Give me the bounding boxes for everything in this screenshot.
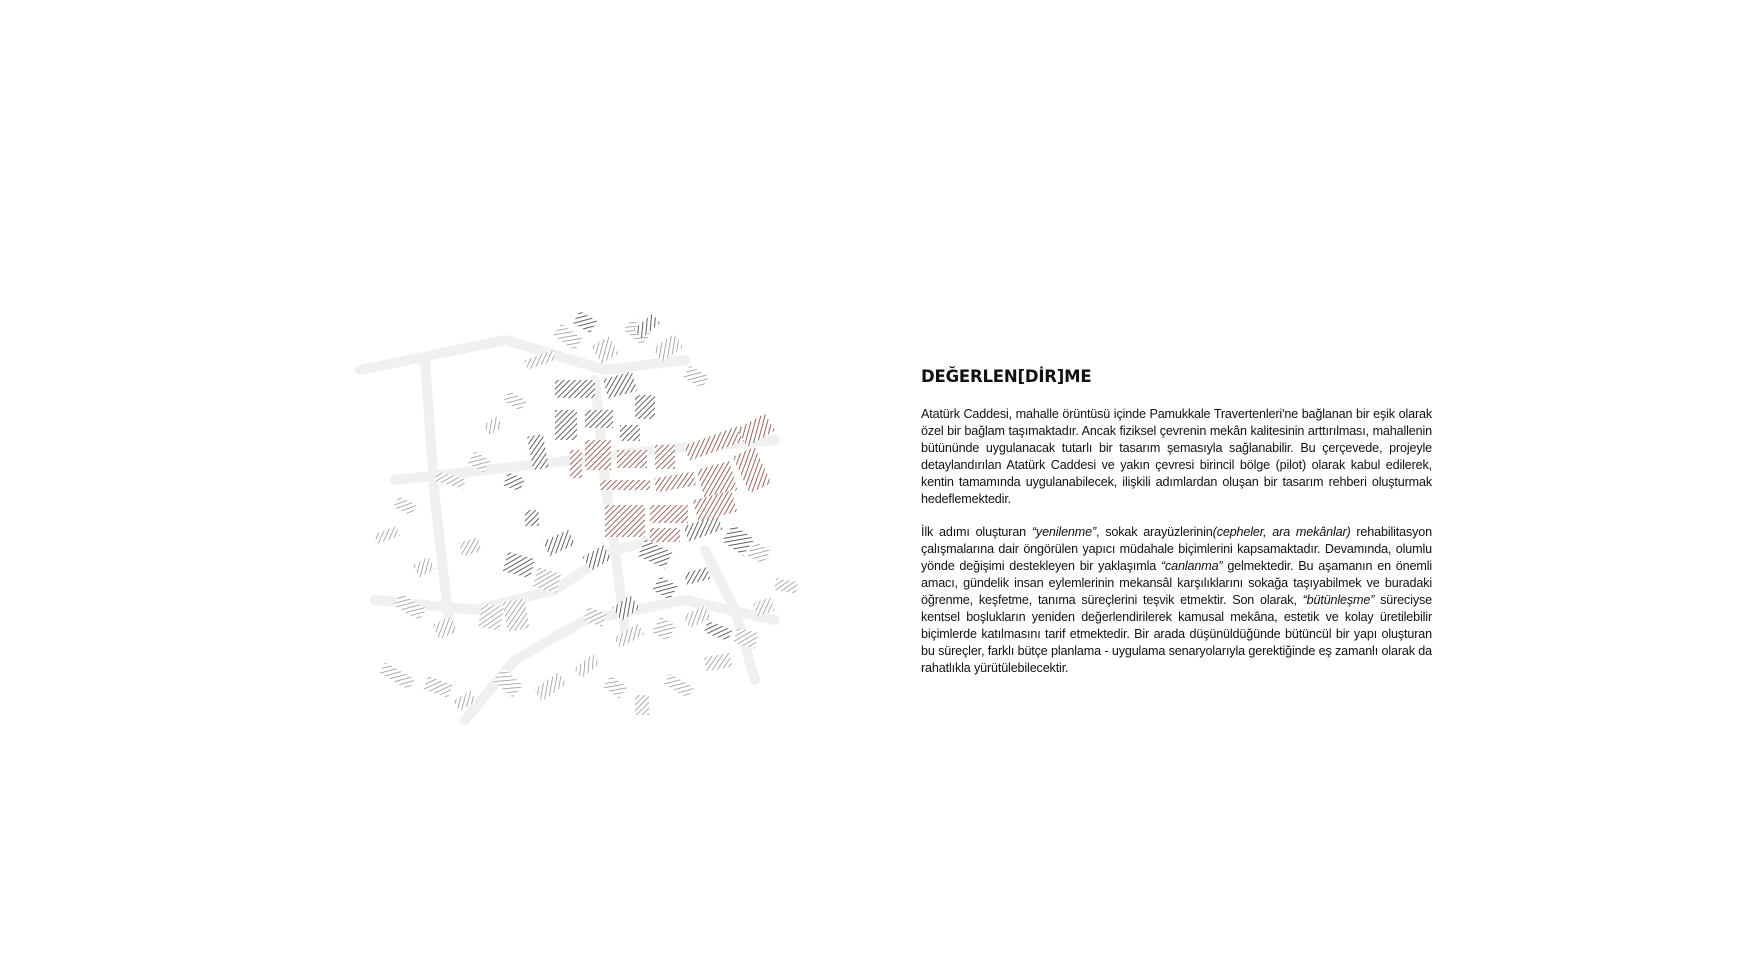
paragraph-2-text-3: rehabilitasyon çalışmalarına dair öngörülen yapıcı müdahale biçimlerini kapsamaktadır. Devamında, olumlu yönde değişimi destekleyen bir yaklaşımla [921, 525, 1432, 574]
paragraph-2-text-5: süreciyse kentsel boşlukların yeniden değerlendirilerek kamusal mekâna, estetik ve kolay üretilebilir biçimlerde katılmasını tarif etmektedir. Bir arada düşünüldüğünde bütüncül bir yapı oluşturan bu süreçler, farklı bütçe planlama - uygulama senaryolarıyla gerektiğinde eş zamanlı olarak da rahatlıkla yürütülebilecektir. [921, 593, 1432, 675]
section-heading: DEĞERLEN[DİR]ME [921, 367, 1092, 386]
paragraph-1: Atatürk Caddesi, mahalle örüntüsü içinde Pamukkale Travertenleri'ne bağlanan bir eşik olarak özel bir bağlam taşımaktadır. Ancak fiziksel çevrenin mekân kalitesinin arttırılması, mahallenin bütününde uygulanacak tutarlı bir tasarım şemasıyla sağlanabilir. Bu çerçevede, projeyle detaylandırılan Atatürk Caddesi ve yakın çevresi birincil bölge (pilot) olarak kabul edilerek, kentin tamamında uygulanabilecek, ilişkili adımlardan oluşan bir tasarım rehberi oluşturmak hedeflemektedir. [921, 407, 1432, 506]
site-plan-drawing [355, 300, 875, 740]
paragraph-2-text-4: gelmektedir. Bu aşamanın en önemli amacı, gündelik insan eylemlerinin mekansâl karşılıklarını sokağa taşıyabilmek ve buradaki öğrenme, keşfetme, tanıma süreçlerini teşvik etmektir. Son olarak, [921, 559, 1432, 608]
paragraph-2 [921, 524, 1432, 676]
term-canlanma: “canlanma” [1160, 559, 1223, 574]
site-plan-figure [355, 300, 875, 740]
paragraph-2-text-1: İlk adımı oluşturan [921, 525, 1032, 540]
term-yenilenme: “yenilenme” [1031, 525, 1097, 540]
term-butunlesme: “bütünleşme” [1302, 593, 1375, 608]
term-cepheler: (cepheler, ara mekânlar) [1212, 525, 1351, 540]
text-column [921, 367, 1432, 677]
paragraph-2-text-2: , sokak arayüzlerinin [1096, 525, 1213, 540]
